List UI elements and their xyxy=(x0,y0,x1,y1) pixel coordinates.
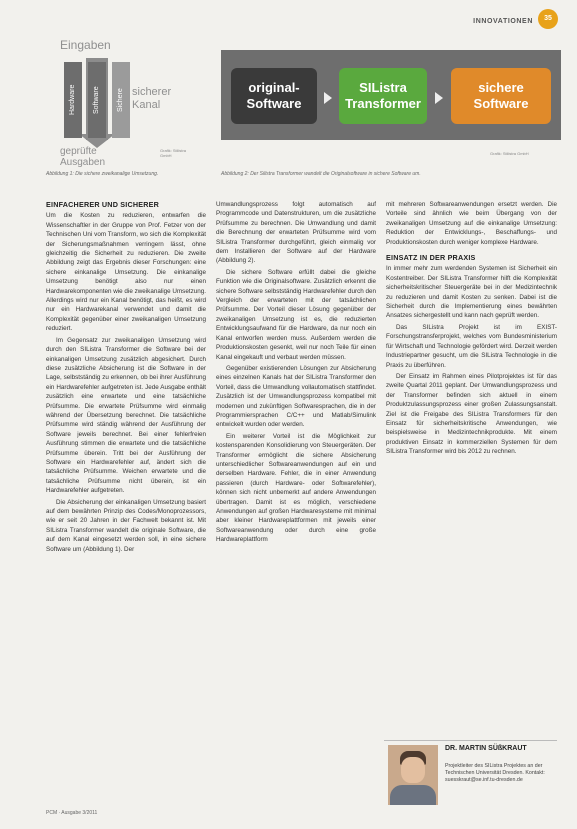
paragraph: Im Gegensatz zur zweikanaligen Umsetzung wird durch den SIListra Transformer die Software bei der einkanaligen Umsetzung zusätzlich abgesichert. Durch diese zusätzliche Absicherung ist die Software in der Lage, selbstständig zu erkennen, ob bei ihrer Ausführung ein Hardwarefehler aufgetreten ist. Jede Ausgabe enthält zusätzlich eine erwartete und eine tatsächliche Prüfsumme. Die erwartete Prüfsumme wird einmalig während der Übersetzung berechnet. Die tatsächliche Prüfsumme wird ständig während der Ausführung der Software jeweils berechnet. Bei einer fehlerfreien Ausführung stimmen die erwartete und die tatsächliche Prüfsumme überein. Tritt bei der Ausführung der Software ein Hardwarefehler auf, ändert sich die tatsächliche Prüfsumme. Weichen erwartete und die tatsächliche Prüfsumme nicht überein, ist ein Hardwarefehler aufgetreten. xyxy=(46,336,206,495)
paragraph: Das SIListra Projekt ist im EXIST-Forschungstransferprojekt, welches vom Bundesministerium für Wirtschaft und Technologie gefördert wird. Derzeit werden Industriepartner gesucht, um die SIListra Technologie in die Praxis zu überführen. xyxy=(386,323,557,369)
paragraph: Die sichere Software erfüllt dabei die gleiche Funktion wie die Originalsoftware. Zusätzlich erkennt die sichere Software selbstständig Hardwarefehler durch den Vergleich der erwarteten mit der tatsächlichen Prüfsumme. Der Vorteil dieser Lösung gegenüber der zweikanaligen Umsetzung ist es, die reduzierten Entwicklungsaufwand für die Hardware, da nur noch ein Kanal entworfen werden muss. Außerdem werden die Produktionskosten gesenkt, weil nur noch Teile für einen Kanal eingekauft und verbaut werden müssen. xyxy=(216,268,376,361)
figure1-hardware-label: Hardware xyxy=(64,62,82,138)
author-name: DR. MARTIN SÜßKRAUT xyxy=(445,745,527,752)
figure1-software-label: Software xyxy=(88,62,106,138)
figure1-top-label: Eingaben xyxy=(60,38,111,52)
figure2-caption: Abbildung 2: Der Silistra Transformer wandelt die Originalsoftware in sichere Software um. xyxy=(221,171,421,177)
column-3 xyxy=(386,200,557,459)
paragraph: Gegenüber existierenden Lösungen zur Absicherung eines einzelnen Kanals hat der SIListra Transformer den Vorteil, dass die Umwandlung vollautomatisch stattfindet. Zusätzlich ist der Umwandlungsprozess kompatibel mit modernen und zukünftigen Softwaresprachen, die in der Programmiersprachen C/C++ und Matlab/Simulink entwickelt wurden oder werden. xyxy=(216,364,376,429)
paragraph: Um die Kosten zu reduzieren, entwarfen die Wissenschaftler in der Gruppe von Prof. Fetzer von der Technischen Uni vom Transform, wo sich die Komplexität der Sicherungsmaßnahmen verringern lässt, ohne gleichzeitig die Sicherheit zu reduzieren. Die zweite Abbildung zeigt das Ergebnis dieser Forschungen: eine sichere einkanalige Umsetzung. Die einkanalige Umsetzung benötigt also nur einen Hardwarekomponenten wie die zweikanalige Umsetzung. Allerdings wird nur ein Kanal benötigt, das heißt, es wird nur ein Hardwarekanal verwendet und damit die Komplexität gegenüber einer zweikanaligen Umsetzung reduziert. xyxy=(46,212,206,333)
paragraph: mit mehreren Softwareanwendungen ersetzt werden. Die Vorteile sind ähnlich wie beim Übergang von der zweikanaligen Umsetzung auf die einkanalige Umsetzung: Reduktion der Entwicklungs-, Beschaffungs- und Produktionskosten durch weniger komplexe Hardware. xyxy=(386,201,557,246)
column-1 xyxy=(46,200,206,556)
author-photo xyxy=(388,745,438,805)
original-software-box: original-Software xyxy=(231,68,317,124)
arrow-right-icon xyxy=(435,92,443,104)
figure1-credit: Grafik: Stilistra GmbH xyxy=(160,148,187,158)
paragraph: Die Absicherung der einkanaligen Umsetzung basiert auf dem bewährten Prinzip des Codes/Monoprozessors, wie er seit 20 Jahren in der Fachwelt bekannt ist. Mit SIListra Transformer wandelt die originale Software, die auf dem Kanal eingesetzt werden soll, in eine sichere Software um (Abbildung 1). Der xyxy=(46,498,206,553)
page-footer: PCM · Ausgabe 3/2011 xyxy=(46,810,98,816)
section-header: INNOVATIONEN xyxy=(473,18,533,25)
sichere-software-box: sichere Software xyxy=(451,68,551,124)
arrow-right-icon xyxy=(324,92,332,104)
page-number: 35 xyxy=(538,9,558,29)
section-heading: EINSATZ IN DER PRAXIS xyxy=(386,253,476,263)
figure-1 xyxy=(46,38,196,168)
paragraph: Der Einsatz im Rahmen eines Pilotprojektes ist für das zweite Quartal 2011 geplant. Der Umwandlungsprozess und der Transformer befinden sich aktuell in einem Produktzulassungsprozess einer großen Zulassungsanstalt. Ziel ist die Freigabe des SIListra Transformers für den Einsatz für sicherheitskritische Anwendungen, wie beispielsweise in Medizintechnikprodukte. Mit einem produktiven Einsatz in kommerziellen Systemen für dem SIListra Transformer wird bis 2012 zu rechnen. xyxy=(386,372,557,456)
section-heading: EINFACHERER UND SICHERER xyxy=(46,200,160,209)
figure1-caption: Abbildung 1: Die sichere zweikanalige Umsetzung. xyxy=(46,171,159,177)
transformer-box: SIListra Transformer xyxy=(339,68,427,124)
figure1-bottom-label: geprüfte Ausgaben xyxy=(60,146,106,168)
column-2 xyxy=(216,200,376,547)
figure1-kanal-label: sicherer Kanal xyxy=(132,86,172,111)
figure2-credit: Grafik: Stilistra GmbH xyxy=(490,151,529,156)
paragraph: In immer mehr zum werdenden Systemen ist Sicherheit ein Kostentreiber. Der SIListra Transformer hilft die Komplexität sicherheitskritischer Steuergeräte bei in der Medizintechnik zu reduzieren und damit Kosten zu senken. Dabei ist die Sicherheit durch die Implementierung eines bewährten Ansatzes sichergestellt und kann nach geprüft werden. xyxy=(386,265,557,320)
paragraph: Ein weiterer Vorteil ist die Möglichkeit zur kostensparenden Konsolidierung von Steuergeräten. Der Transformer ermöglicht die sichere Absicherung unterschiedlicher Softwareanwendungen auf ein und derselben Hardware. Fehler, die in einer Anwendung passieren (durch Hardware- oder Softwarefehler), können sich nicht unbemerkt auf andere Anwendungen übertragen. Damit ist es möglich, verschiedene Anwendungen auf großen Hardwaresysteme mit minimal aber kleiner Hardwareplattformen mit jeweils einer Softwareanwendung oder durch eine große Hardwareplattform xyxy=(216,432,376,544)
author-info: Projektleiter des SIListra Projektes an der Technischen Universität Dresden. Kontakt: suesskraut@se.inf.tu-dresden.de xyxy=(445,763,545,783)
figure-2 xyxy=(221,50,561,140)
paragraph: Umwandlungsprozess folgt automatisch auf Programmcode und Datenstrukturen, um die zusätzliche Prüfsumme zu berechnen. Die Umwandlung und damit die Berechnung der erwarteten Prüfsumme wird vom SIListra Transformer durchgeführt, gleich einmalig vor dem Installieren der Software auf der Hardware (Abbildung 2). xyxy=(216,201,376,265)
author-divider xyxy=(384,740,557,741)
figure1-sichere-label: Sichere xyxy=(112,62,130,138)
